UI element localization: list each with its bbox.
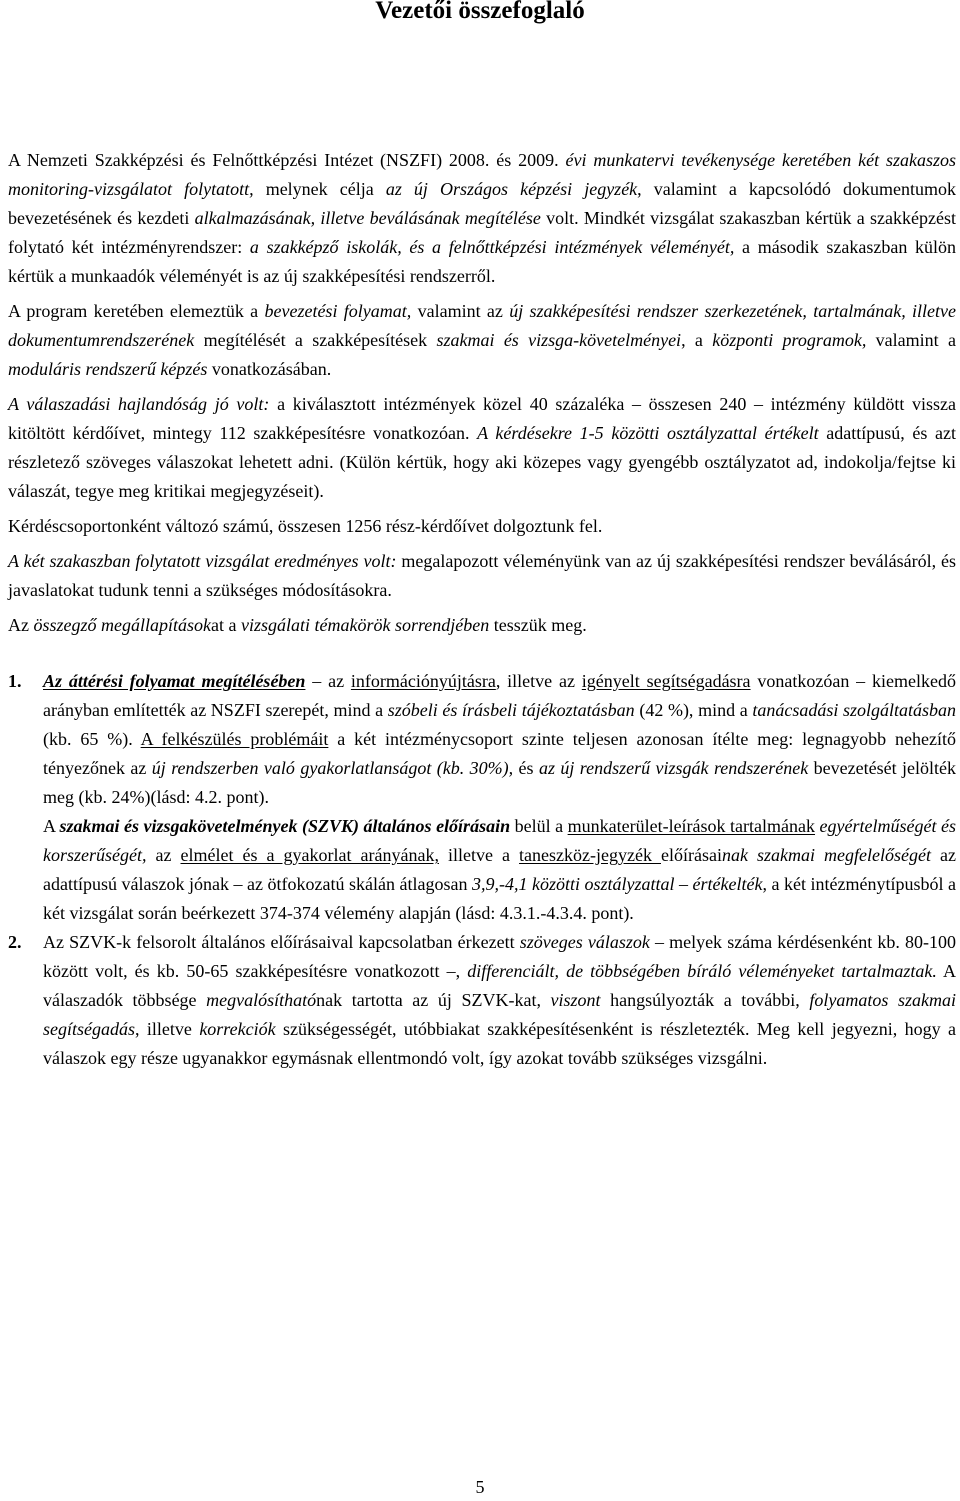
text-span: szöveges válaszok –	[519, 932, 664, 952]
list-item-1-continued	[8, 812, 956, 928]
text-span: valamint az	[411, 301, 510, 321]
text-span: bevezetését jelölték meg (kb. 24%)(lásd: 4.2. pont).	[43, 758, 957, 807]
text-span: 3,9,-4,1 közötti osztályzattal – értékelték	[471, 874, 763, 894]
text-span: melynek célja	[253, 179, 386, 199]
text-span: korrekciók	[199, 1019, 276, 1039]
text-span: alkalmazásának, illetve beválásának megítélése	[194, 208, 541, 228]
text-span: tanácsadási szolgáltatásban	[752, 700, 956, 720]
text-span: évi munkatervi tevékenysége keretében két szakaszos monitoring-vizsgálatot folytatott,	[8, 150, 956, 199]
text-span: Az SZVK-k felsorolt általános előírásaival kapcsolatban érkezett	[43, 932, 520, 952]
text-span: moduláris rendszerű képzés	[8, 359, 208, 379]
text-span: az	[146, 845, 181, 865]
text-span: igényelt segítségadásra	[581, 671, 751, 691]
text-span: bevezetési folyamat,	[264, 301, 412, 321]
text-span: , valamint a kapcsolódó dokumentumok bevezetésének és kezdeti	[8, 179, 956, 228]
text-span: új rendszerben való gyakorlatlanságot (kb. 30%),	[151, 758, 514, 778]
text-span: , illetve az	[495, 671, 582, 691]
list-item-2	[8, 928, 956, 1073]
text-span: Kérdéscsoportonként változó számú, összesen 1256 rész-kérdőívet dolgoztunk fel.	[8, 516, 603, 536]
text-span: volt. Mindkét vizsgálat szakaszban kértük a szakképzést folytató két intézményrendszer:	[8, 208, 956, 257]
text-span: A felkészülés problémáit	[140, 729, 329, 749]
text-span: A két szakaszban folytatott vizsgálat eredményes volt:	[8, 551, 397, 571]
text-span: Az	[8, 615, 34, 635]
text-span: Az áttérési folyamat megítélésében	[43, 671, 306, 691]
paragraph-program	[8, 297, 956, 384]
text-span: új szakképesítési rendszer szerkezetének, tartalmának, illetve dokumentumrendszerének	[8, 301, 956, 350]
text-span: adattípusú, és azt részletező szöveges válaszokat lehetett adni. (Külön kértük, hogy aki közepes vagy gyengébb osztályzatot ad, indokolja/fejtse ki válaszát, tegye meg kritikai megjegyzéseit).	[8, 423, 956, 501]
text-span: összegző megállapítások	[33, 615, 211, 635]
text-span: A válaszadási hajlandóság jó volt:	[8, 394, 270, 414]
text-span: A Nemzeti Szakképzési és Felnőttképzési Intézet (NSZFI) 2008. és 2009.	[8, 150, 566, 170]
list-item-1	[8, 667, 956, 812]
text-span: – az	[305, 671, 351, 691]
text-span: szakmai és vizsgakövetelmények (SZVK) általános előírásain	[59, 816, 511, 836]
text-span: folyamatos szakmai segítségadás	[43, 990, 956, 1039]
text-span: , illetve	[135, 1019, 200, 1039]
text-span: vonatkozásában.	[207, 359, 332, 379]
text-span: az új rendszerű vizsgák rendszerének	[538, 758, 809, 778]
text-span: (42 %), mind a	[634, 700, 753, 720]
text-span: megvalósítható	[206, 990, 317, 1010]
text-span: valamint a	[866, 330, 956, 350]
text-span: és	[513, 758, 539, 778]
text-span: taneszköz-jegyzék	[519, 845, 661, 865]
list-number: 1.	[8, 671, 22, 691]
text-span: at a	[211, 615, 241, 635]
text-span: (kb. 65 %).	[43, 729, 141, 749]
text-span: A program keretében elemeztük a	[8, 301, 265, 321]
text-span: differenciált, de többségében bíráló véleményeket tartalmaztak.	[467, 961, 937, 981]
text-span: viszont	[550, 990, 601, 1010]
text-span: , a két intézménytípusból a két vizsgálat során beérkezett 374-374 vélemény alapján (lásd: 4.3.1.-4.3.4. pont).	[43, 874, 956, 923]
text-span: melyek száma kérdésenként kb. 80-100 között volt, és kb. 50-65 szakképesítésre vonatkozott –,	[43, 932, 956, 981]
paragraph-response-rate	[8, 390, 956, 506]
text-span: az új Országos képzési jegyzék	[385, 179, 638, 199]
text-span: belül a	[510, 816, 568, 836]
text-span: a szakképző iskolák, és a felnőttképzési intézmények véleményét,	[249, 237, 735, 257]
text-span: vizsgálati témakörök sorrendjében	[240, 615, 490, 635]
text-span: szakmai és vizsga-követelményei	[436, 330, 682, 350]
text-span: hangsúlyozták a további,	[600, 990, 810, 1010]
page-number: 5	[475, 1477, 485, 1497]
text-span: előírásai	[661, 845, 722, 865]
text-span: a két intézménycsoport szinte teljesen azonosan ítélte meg: legnagyobb nehezítő tényezőnek az	[43, 729, 956, 778]
page-title: Vezetői összefoglaló	[375, 0, 585, 24]
text-span: megítélését a szakképesítések	[194, 330, 437, 350]
text-span: nak szakmai megfelelőségét	[721, 845, 931, 865]
text-span: az adattípusú válaszok jónak – az ötfokozatú skálán átlagosan	[43, 845, 956, 894]
text-span: tesszük meg.	[489, 615, 587, 635]
text-span: A	[43, 816, 60, 836]
text-span: vonatkozóan – kiemelkedő arányban említették az NSZFI szerepét, mind a	[43, 671, 956, 720]
text-span: elmélet és a gyakorlat arányának,	[180, 845, 439, 865]
text-span: a második szakaszban külön kértük a munkaadók véleményét is az új szakképesítési rendszerről.	[8, 237, 956, 286]
paragraph-questionnaires	[8, 512, 956, 541]
text-span: szóbeli és írásbeli tájékoztatásban	[387, 700, 635, 720]
paragraph-summary-intro	[8, 611, 956, 640]
paragraph-results	[8, 547, 956, 605]
text-span: A válaszadók többsége	[43, 961, 956, 1010]
text-span: nak tartotta az új SZVK-kat,	[316, 990, 551, 1010]
text-span: a kiválasztott intézmények közel 40 százaléka – összesen 240 – intézmény küldött vissza kitöltött kérdőívet, mintegy 112 szakképesítésre vonatkozóan.	[8, 394, 957, 443]
text-span: megalapozott véleményünk van az új szakképesítési rendszer beválásáról, és javaslatokat tudunk tenni a szükséges módosításokra.	[8, 551, 956, 600]
list-number: 2.	[8, 932, 22, 952]
text-span: munkaterület-leírások tartalmának	[567, 816, 816, 836]
text-span: , a	[681, 330, 713, 350]
text-span: egyértelműségét és korszerűségét,	[43, 816, 956, 865]
text-span: A kérdésekre 1-5 közötti osztályzattal értékelt	[477, 423, 819, 443]
text-span: központi programok,	[712, 330, 867, 350]
text-span: illetve a	[439, 845, 520, 865]
text-span: szükségességét, utóbbiakat szakképesítésenként is részletezték. Meg kell jegyezni, hogy a válaszok egy része ugyanakkor egymásnak ellentmondó volt, így azokat tovább szükséges vizsgálni.	[43, 1019, 957, 1068]
paragraph-intro	[8, 146, 956, 291]
document-body	[8, 146, 956, 1073]
text-span: információnyújtásra	[350, 671, 496, 691]
